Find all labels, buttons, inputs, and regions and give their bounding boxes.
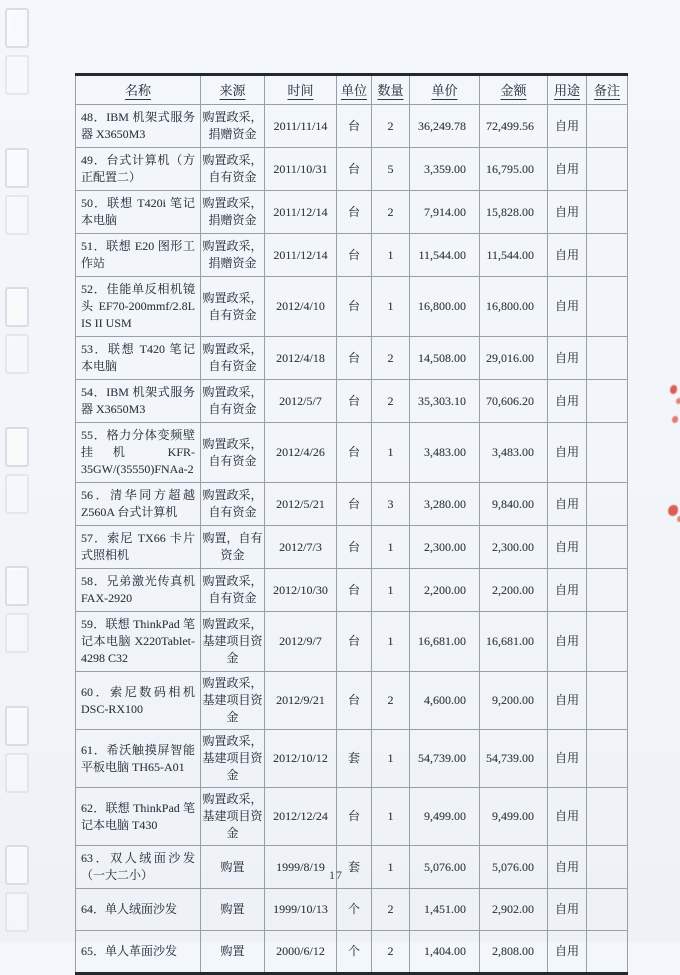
- cell-price: 7,914.00: [410, 191, 480, 234]
- cell-price: 1,404.00: [410, 931, 480, 974]
- cell-use: 自用: [548, 337, 587, 380]
- cell-use: 自用: [548, 846, 587, 889]
- column-header-label: 单位: [340, 82, 367, 98]
- cell-price: 3,483.00: [410, 423, 480, 483]
- cell-unit: 台: [337, 423, 372, 483]
- binder-hole: [5, 287, 29, 327]
- table-row: [76, 931, 628, 974]
- cell-source: 购置政采，捐赠资金: [201, 105, 265, 148]
- binder-hole: [5, 706, 29, 746]
- cell-source: 购置，自有资金: [201, 526, 265, 569]
- cell-unit: 台: [337, 788, 372, 846]
- cell-source: 购置政采，自有资金: [201, 148, 265, 191]
- cell-amount: 16,800.00: [480, 277, 548, 337]
- cell-price: 3,280.00: [410, 483, 480, 526]
- cell-source: 购置政采，捐赠资金: [201, 191, 265, 234]
- cell-amount: 2,902.00: [480, 889, 548, 931]
- cell-date: 2011/12/14: [265, 234, 337, 277]
- column-header-label: 来源: [219, 82, 246, 98]
- cell-unit: 台: [337, 105, 372, 148]
- table-row: [76, 380, 628, 423]
- cell-unit: 套: [337, 730, 372, 788]
- column-header: [410, 75, 480, 105]
- cell-price: 36,249.78: [410, 105, 480, 148]
- cell-source: 购置政采，基建项目资金: [201, 730, 265, 788]
- page-number: 17: [329, 868, 343, 882]
- cell-date: 1999/10/13: [265, 889, 337, 931]
- cell-date: 2012/4/18: [265, 337, 337, 380]
- cell-use: 自用: [548, 526, 587, 569]
- cell-date: 2012/12/24: [265, 788, 337, 846]
- cell-source: 购置政采，自有资金: [201, 337, 265, 380]
- binder-hole: [5, 474, 29, 514]
- cell-qty: 1: [372, 569, 410, 612]
- table-row: [76, 105, 628, 148]
- red-stamp-mark: [676, 398, 680, 404]
- binder-hole: [5, 148, 29, 188]
- cell-use: 自用: [548, 277, 587, 337]
- table-row: [76, 148, 628, 191]
- cell-price: 2,300.00: [410, 526, 480, 569]
- cell-price: 35,303.10: [410, 380, 480, 423]
- column-header-label: 金额: [500, 82, 527, 98]
- cell-use: 自用: [548, 612, 587, 672]
- column-header-label: 备注: [593, 82, 620, 98]
- cell-use: 自用: [548, 234, 587, 277]
- cell-note: [587, 788, 628, 846]
- column-header: [548, 75, 587, 105]
- table-row: [76, 569, 628, 612]
- cell-amount: 72,499.56: [480, 105, 548, 148]
- cell-unit: 台: [337, 337, 372, 380]
- cell-amount: 9,840.00: [480, 483, 548, 526]
- cell-date: 2012/5/21: [265, 483, 337, 526]
- cell-qty: 3: [372, 483, 410, 526]
- cell-qty: 2: [372, 889, 410, 931]
- cell-qty: 1: [372, 423, 410, 483]
- cell-note: [587, 931, 628, 974]
- cell-unit: 台: [337, 191, 372, 234]
- cell-source: 购置政采，基建项目资金: [201, 672, 265, 730]
- binder-hole: [5, 195, 29, 235]
- column-header-label: 名称: [124, 82, 151, 98]
- cell-source: 购置: [201, 931, 265, 974]
- cell-name: 62．联想 ThinkPad 笔记本电脑 T430: [76, 788, 201, 846]
- binder-hole: [5, 613, 29, 653]
- cell-use: 自用: [548, 672, 587, 730]
- cell-date: 2012/9/7: [265, 612, 337, 672]
- cell-unit: 套: [337, 846, 372, 889]
- cell-source: 购置政采，自有资金: [201, 569, 265, 612]
- cell-amount: 16,681.00: [480, 612, 548, 672]
- red-stamp-mark: [672, 416, 678, 423]
- binder-hole: [5, 334, 29, 374]
- cell-date: 1999/8/19: [265, 846, 337, 889]
- cell-note: [587, 191, 628, 234]
- cell-qty: 2: [372, 380, 410, 423]
- cell-date: 2012/10/30: [265, 569, 337, 612]
- cell-source: 购置政采，自有资金: [201, 423, 265, 483]
- binder-hole: [5, 892, 29, 932]
- cell-unit: 台: [337, 277, 372, 337]
- cell-unit: 台: [337, 234, 372, 277]
- cell-amount: 70,606.20: [480, 380, 548, 423]
- cell-qty: 2: [372, 931, 410, 974]
- cell-note: [587, 380, 628, 423]
- cell-qty: 1: [372, 788, 410, 846]
- column-header: [337, 75, 372, 105]
- cell-name: 52．佳能单反相机镜头 EF70-200mmf/2.8L IS II USM: [76, 277, 201, 337]
- cell-name: 57．索尼 TX66 卡片式照相机: [76, 526, 201, 569]
- cell-amount: 2,300.00: [480, 526, 548, 569]
- cell-source: 购置政采，捐赠资金: [201, 234, 265, 277]
- table-row: [76, 730, 628, 788]
- cell-note: [587, 337, 628, 380]
- cell-amount: 16,795.00: [480, 148, 548, 191]
- cell-qty: 2: [372, 191, 410, 234]
- cell-note: [587, 526, 628, 569]
- cell-qty: 1: [372, 234, 410, 277]
- cell-qty: 5: [372, 148, 410, 191]
- cell-qty: 1: [372, 846, 410, 889]
- cell-date: 2012/10/12: [265, 730, 337, 788]
- cell-use: 自用: [548, 191, 587, 234]
- cell-price: 54,739.00: [410, 730, 480, 788]
- cell-price: 5,076.00: [410, 846, 480, 889]
- cell-note: [587, 277, 628, 337]
- cell-note: [587, 672, 628, 730]
- column-header: [587, 75, 628, 105]
- cell-amount: 5,076.00: [480, 846, 548, 889]
- cell-name: 53．联想 T420 笔记本电脑: [76, 337, 201, 380]
- cell-amount: 15,828.00: [480, 191, 548, 234]
- cell-note: [587, 612, 628, 672]
- cell-note: [587, 148, 628, 191]
- cell-name: 59．联想 ThinkPad 笔记本电脑 X220Tablet-4298 C32: [76, 612, 201, 672]
- cell-note: [587, 234, 628, 277]
- column-header: [480, 75, 548, 105]
- cell-date: 2011/11/14: [265, 105, 337, 148]
- table-header-row: [76, 75, 628, 105]
- table-row: [76, 672, 628, 730]
- table-row: [76, 191, 628, 234]
- column-header: [265, 75, 337, 105]
- cell-amount: 3,483.00: [480, 423, 548, 483]
- cell-source: 购置: [201, 889, 265, 931]
- binder-hole: [5, 753, 29, 793]
- cell-date: 2011/10/31: [265, 148, 337, 191]
- cell-qty: 1: [372, 277, 410, 337]
- cell-name: 50．联想 T420i 笔记本电脑: [76, 191, 201, 234]
- cell-unit: 台: [337, 569, 372, 612]
- column-header-label: 单价: [431, 82, 458, 98]
- column-header: [372, 75, 410, 105]
- cell-unit: 台: [337, 612, 372, 672]
- cell-amount: 54,739.00: [480, 730, 548, 788]
- table-row: [76, 423, 628, 483]
- cell-date: 2011/12/14: [265, 191, 337, 234]
- cell-unit: 个: [337, 889, 372, 931]
- cell-use: 自用: [548, 148, 587, 191]
- cell-date: 2012/4/10: [265, 277, 337, 337]
- cell-use: 自用: [548, 483, 587, 526]
- cell-price: 16,800.00: [410, 277, 480, 337]
- table-row: [76, 889, 628, 931]
- asset-table-body: [76, 105, 628, 974]
- cell-name: 55．格力分体变频壁挂机 KFR-35GW/(35550)FNAa-2: [76, 423, 201, 483]
- cell-date: 2012/7/3: [265, 526, 337, 569]
- red-stamp-mark: [670, 385, 677, 394]
- cell-date: 2012/9/21: [265, 672, 337, 730]
- cell-price: 9,499.00: [410, 788, 480, 846]
- cell-use: 自用: [548, 380, 587, 423]
- binder-hole: [5, 8, 29, 48]
- cell-note: [587, 483, 628, 526]
- cell-unit: 个: [337, 931, 372, 974]
- cell-unit: 台: [337, 148, 372, 191]
- cell-qty: 1: [372, 730, 410, 788]
- cell-qty: 2: [372, 105, 410, 148]
- cell-note: [587, 730, 628, 788]
- cell-source: 购置政采，基建项目资金: [201, 788, 265, 846]
- cell-price: 14,508.00: [410, 337, 480, 380]
- cell-unit: 台: [337, 526, 372, 569]
- cell-name: 63．双人绒面沙发（一大二小）: [76, 846, 201, 889]
- cell-qty: 2: [372, 672, 410, 730]
- cell-amount: 2,200.00: [480, 569, 548, 612]
- column-header-label: 时间: [287, 82, 314, 98]
- cell-qty: 1: [372, 612, 410, 672]
- cell-use: 自用: [548, 931, 587, 974]
- cell-name: 60．索尼数码相机 DSC-RX100: [76, 672, 201, 730]
- cell-amount: 11,544.00: [480, 234, 548, 277]
- cell-qty: 2: [372, 337, 410, 380]
- cell-date: 2000/6/12: [265, 931, 337, 974]
- cell-name: 51．联想 E20 图形工作站: [76, 234, 201, 277]
- cell-use: 自用: [548, 105, 587, 148]
- cell-amount: 9,200.00: [480, 672, 548, 730]
- cell-name: 58．兄弟激光传真机 FAX-2920: [76, 569, 201, 612]
- cell-price: 11,544.00: [410, 234, 480, 277]
- cell-unit: 台: [337, 380, 372, 423]
- table-row: [76, 234, 628, 277]
- table-row: [76, 788, 628, 846]
- cell-unit: 台: [337, 672, 372, 730]
- cell-name: 54．IBM 机架式服务器 X3650M3: [76, 380, 201, 423]
- cell-date: 2012/4/26: [265, 423, 337, 483]
- cell-note: [587, 423, 628, 483]
- cell-price: 2,200.00: [410, 569, 480, 612]
- cell-source: 购置: [201, 846, 265, 889]
- cell-use: 自用: [548, 569, 587, 612]
- binder-hole: [5, 427, 29, 467]
- table-row: [76, 612, 628, 672]
- column-header-label: 用途: [553, 82, 580, 98]
- cell-use: 自用: [548, 423, 587, 483]
- cell-price: 3,359.00: [410, 148, 480, 191]
- column-header: [201, 75, 265, 105]
- column-header-label: 数量: [377, 82, 404, 98]
- cell-name: 56．清华同方超越 Z560A 台式计算机: [76, 483, 201, 526]
- cell-use: 自用: [548, 889, 587, 931]
- binder-hole: [5, 566, 29, 606]
- cell-source: 购置政采，自有资金: [201, 483, 265, 526]
- cell-amount: 29,016.00: [480, 337, 548, 380]
- cell-note: [587, 569, 628, 612]
- binder-hole: [5, 55, 29, 95]
- cell-unit: 台: [337, 483, 372, 526]
- cell-amount: 2,808.00: [480, 931, 548, 974]
- asset-inventory-table: [75, 73, 628, 975]
- cell-use: 自用: [548, 730, 587, 788]
- table-row: [76, 337, 628, 380]
- cell-note: [587, 889, 628, 931]
- cell-price: 4,600.00: [410, 672, 480, 730]
- cell-name: 49．台式计算机（方正配置二）: [76, 148, 201, 191]
- cell-name: 65．单人革面沙发: [76, 931, 201, 974]
- cell-source: 购置政采，自有资金: [201, 380, 265, 423]
- cell-note: [587, 105, 628, 148]
- cell-name: 61．希沃触摸屏智能平板电脑 TH65-A01: [76, 730, 201, 788]
- red-stamp-mark: [668, 505, 678, 516]
- cell-amount: 9,499.00: [480, 788, 548, 846]
- table-row: [76, 526, 628, 569]
- cell-name: 64．单人绒面沙发: [76, 889, 201, 931]
- table-row: [76, 483, 628, 526]
- cell-price: 1,451.00: [410, 889, 480, 931]
- cell-name: 48．IBM 机架式服务器 X3650M3: [76, 105, 201, 148]
- column-header: [76, 75, 201, 105]
- cell-source: 购置政采，基建项目资金: [201, 612, 265, 672]
- cell-qty: 1: [372, 526, 410, 569]
- cell-price: 16,681.00: [410, 612, 480, 672]
- cell-use: 自用: [548, 788, 587, 846]
- cell-date: 2012/5/7: [265, 380, 337, 423]
- table-row: [76, 277, 628, 337]
- cell-source: 购置政采，自有资金: [201, 277, 265, 337]
